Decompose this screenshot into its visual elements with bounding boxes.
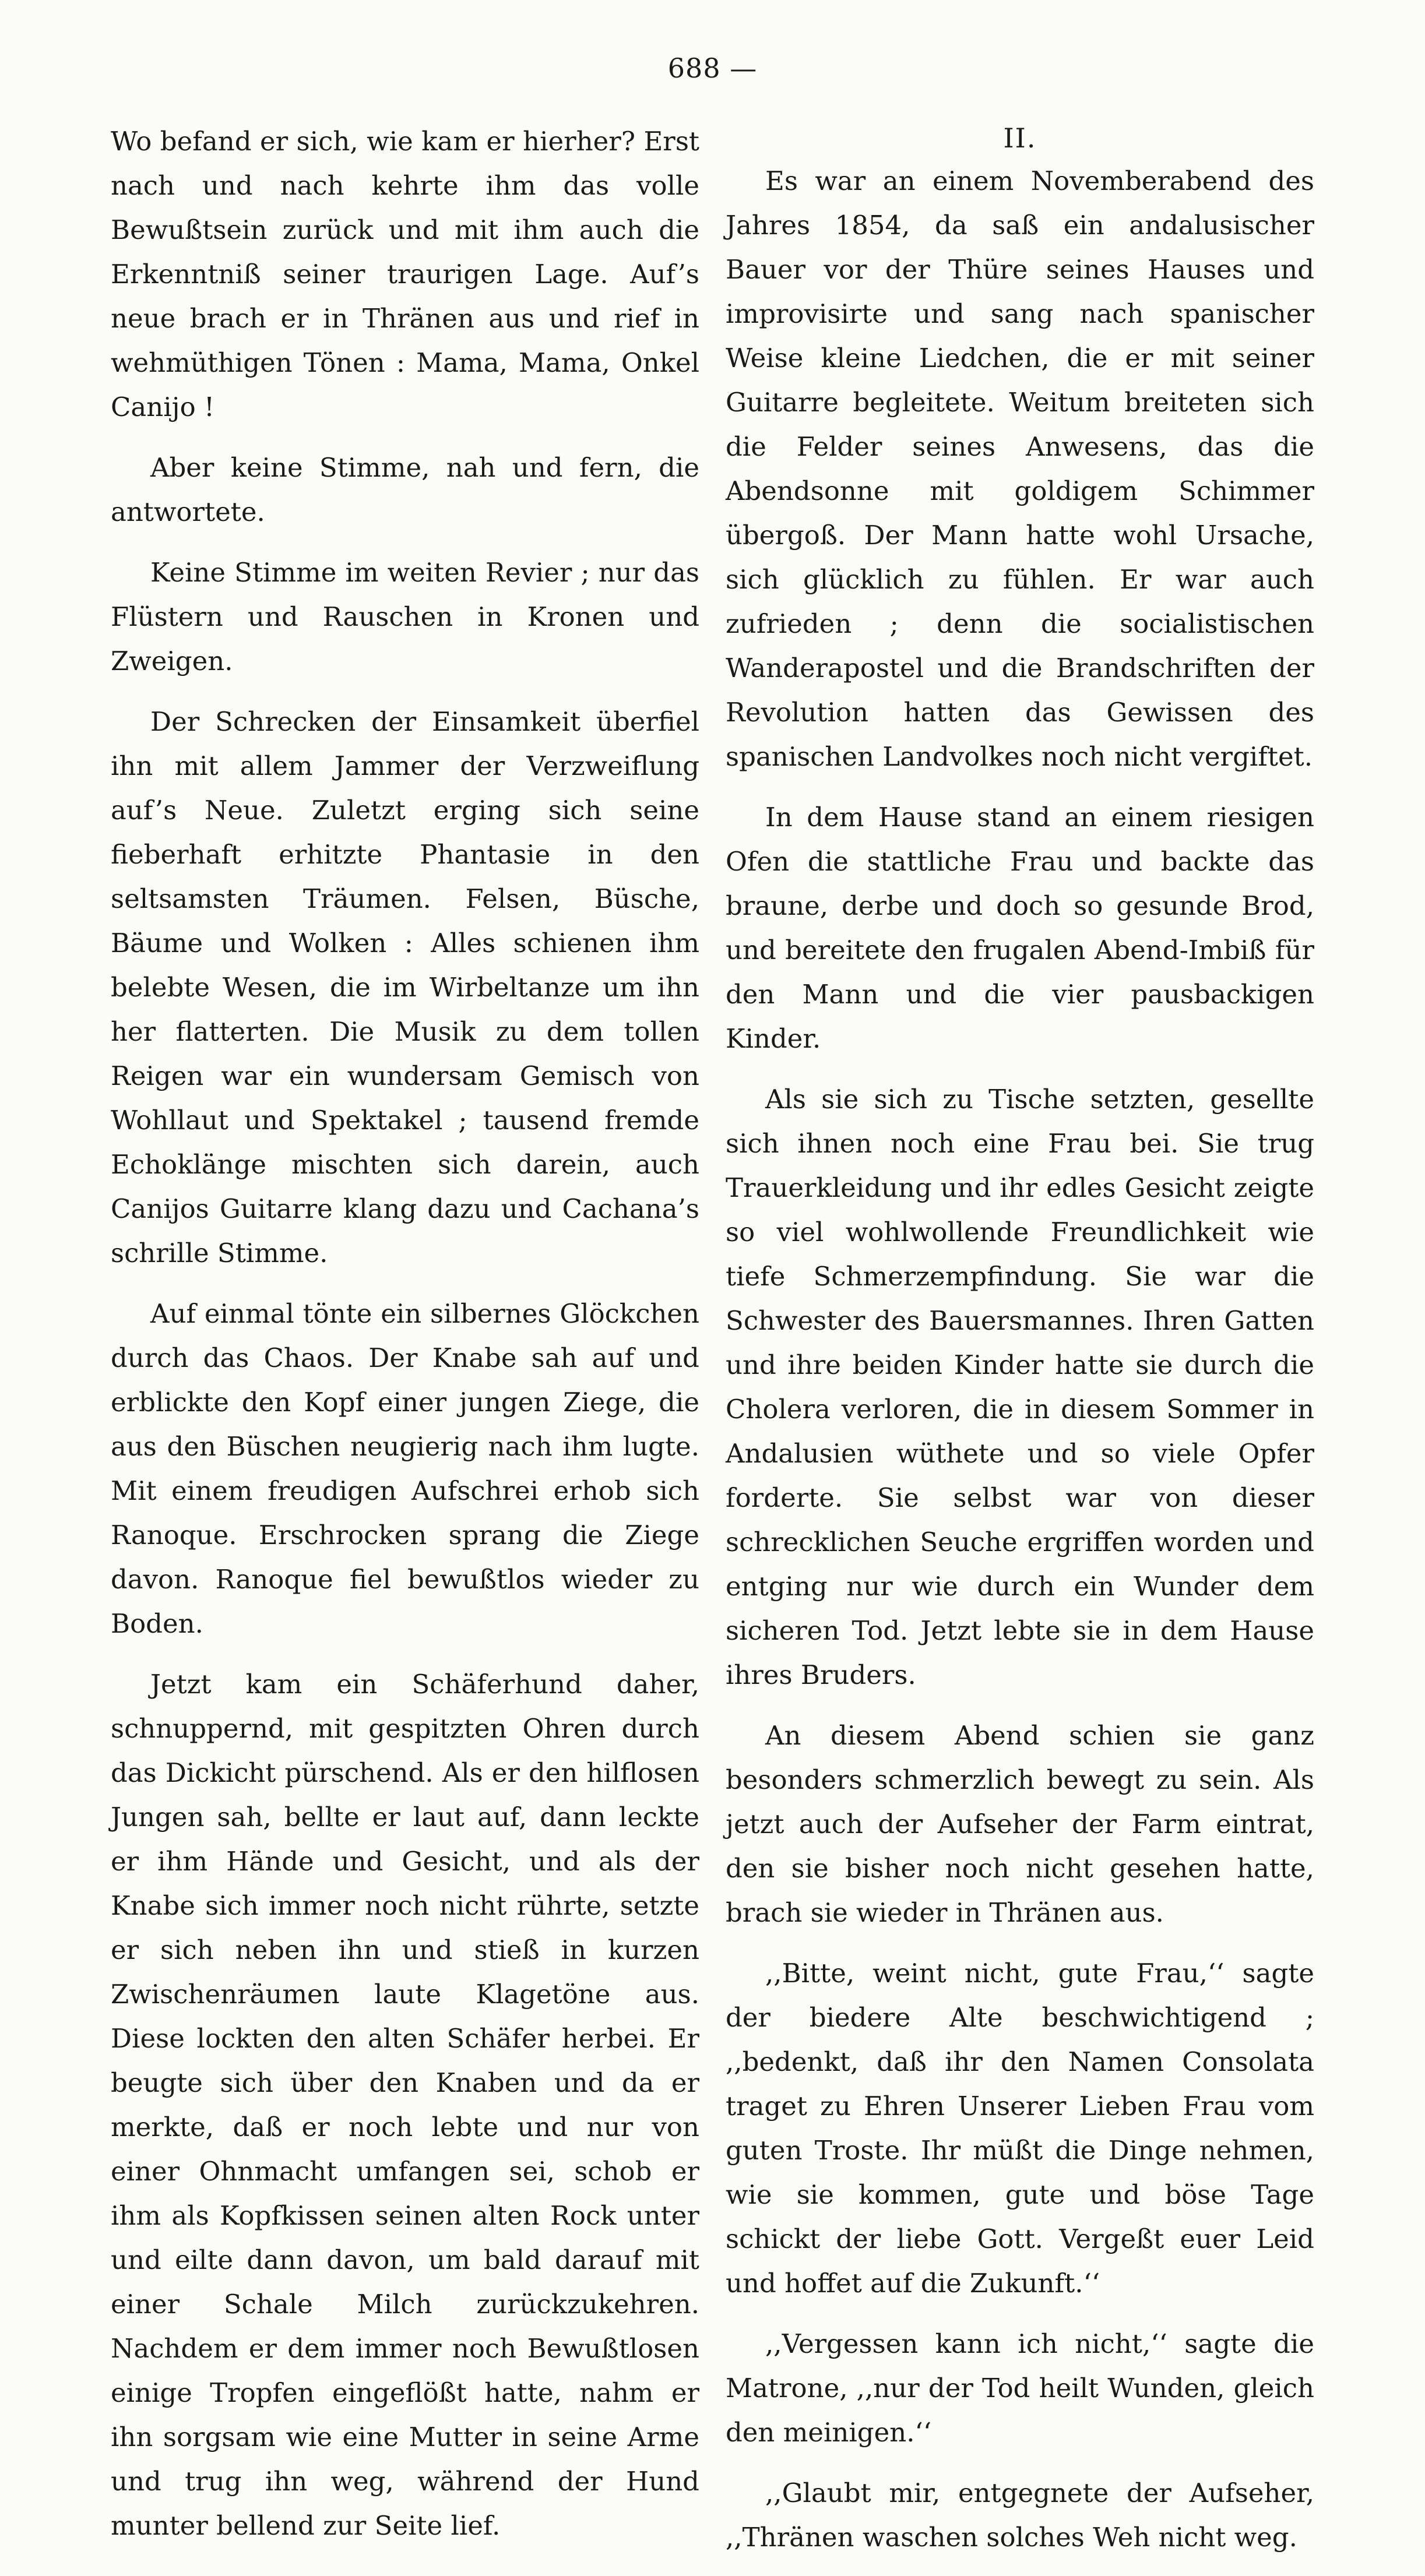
paragraph: Als sie sich zu Tische setzten, gesellte sich ihnen noch eine Frau bei. Sie trug Trauerkleidung und ihr edles Gesicht zeigte so viel wohlwollende Freundlichkeit wie tiefe Schmerzempfindung. Sie war die Schwester des Bauersmannes. Ihren Gatten und ihre beiden Kinder hatte sie durch die Cholera verloren, die in diesem Sommer in Andalusien wüthete und so viele Opfer forderte. Sie selbst war von dieser schrecklichen Seuche ergriffen worden und entging nur wie durch ein Wunder dem sicheren Tod. Jetzt lebte sie in dem Hause ihres Bruders. <box>726 1084 1314 1690</box>
paragraph: An diesem Abend schien sie ganz besonders schmerzlich bewegt zu sein. Als jetzt auch der Aufseher der Farm eintrat, den sie bisher noch nicht gesehen hatte, brach sie wieder in Thränen aus. <box>726 1720 1314 1928</box>
paragraph: Jetzt kam ein Schäferhund daher, schnuppernd, mit gespitzten Ohren durch das Dickicht pürschend. Als er den hilflosen Jungen sah, bellte er laut auf, dann leckte er ihm Hände und Gesicht, und als der Knabe sich immer noch nicht rührte, setzte er sich neben ihn und stieß in kurzen Zwischenräumen laute Klagetöne aus. Diese lockten den alten Schäfer herbei. Er beugte sich über den Knaben und da er merkte, daß er noch lebte und nur von einer Ohnmacht umfangen sei, schob er ihm als Kopfkissen seinen alten Rock unter und eilte dann davon, um bald darauf mit einer Schale Milch zurückzukehren. Nachdem er dem immer noch Bewußtlosen einige Tropfen eingeflößt hatte, nahm er ihn sorgsam wie eine Mutter in seine Arme und trug ihn weg, während der Hund munter bellend zur Seite lief. <box>111 1669 699 2541</box>
section-heading: II. <box>1003 122 1037 154</box>
paragraph: Keine Stimme im weiten Revier ; nur das Flüstern und Rauschen in Kronen und Zweigen. <box>111 557 699 676</box>
paragraph: ,,Bitte, weint nicht, gute Frau,‘‘ sagte der biedere Alte beschwichtigend ; ,,bedenkt, daß ihr den Namen Consolata traget zu Ehren Unserer Lieben Frau vom guten Troste. Ihr müßt die Dinge nehmen, wie sie kommen, gute und böse Tage schickt der liebe Gott. Vergeßt euer Leid und hoffet auf die Zukunft.‘‘ <box>726 1958 1314 2299</box>
right-column <box>726 119 1314 2576</box>
paragraph: ,,Vergessen kann ich nicht,‘‘ sagte die Matrone, ,,nur der Tod heilt Wunden, gleich den meinigen.‘‘ <box>726 2328 1314 2448</box>
paragraph: Es war an einem Novemberabend des Jahres 1854, da saß ein andalusischer Bauer vor der Thüre seines Hauses und improvisirte und sang nach spanischer Weise kleine Liedchen, die er mit seiner Guitarre begleitete. Weitum breiteten sich die Felder seines Anwesens, das die Abendsonne mit goldigem Schimmer übergoß. Der Mann hatte wohl Ursache, sich glücklich zu fühlen. Er war auch zufrieden ; denn die socialistischen Wanderapostel und die Brandschriften der Revolution hatten das Gewissen des spanischen Landvolkes noch nicht vergiftet. <box>726 165 1314 772</box>
paragraph: Wo befand er sich, wie kam er hierher? Erst nach und nach kehrte ihm das volle Bewußtsein zurück und mit ihm auch die Erkenntniß seiner traurigen Lage. Auf’s neue brach er in Thränen aus und rief in wehmüthigen Tönen : Mama, Mama, Onkel Canijo ! <box>111 126 699 422</box>
paragraph: In dem Hause stand an einem riesigen Ofen die stattliche Frau und backte das braune, derbe und doch so gesunde Brod, und bereitete den frugalen Abend-Imbiß für den Mann und die vier pausbackigen Kinder. <box>726 802 1314 1054</box>
paragraph: ,,Glaubt mir, entgegnete der Aufseher, ,,Thränen waschen solches Weh nicht weg. <box>726 2478 1314 2553</box>
paragraph: Aber keine Stimme, nah und fern, die antwortete. <box>111 452 699 527</box>
paragraph: Der Schrecken der Einsamkeit überfiel ihn mit allem Jammer der Verzweiflung auf’s Neue. Zuletzt erging sich seine fieberhaft erhitzte Phantasie in den seltsamsten Träumen. Felsen, Büsche, Bäume und Wolken : Alles schienen ihm belebte Wesen, die im Wirbeltanze um ihn her flatterten. Die Musik zu dem tollen Reigen war ein wundersam Gemisch von Wohllaut und Spektakel ; tausend fremde Echoklänge mischten sich darein, auch Canijos Guitarre klang dazu und Cachana’s schrille Stimme. <box>111 706 699 1268</box>
left-column <box>111 119 699 2564</box>
page-number: 688 — <box>667 52 758 84</box>
paragraph: Auf einmal tönte ein silbernes Glöckchen durch das Chaos. Der Knabe sah auf und erblickte den Kopf einer jungen Ziege, die aus den Büschen neugierig nach ihm lugte. Mit einem freudigen Aufschrei erhob sich Ranoque. Erschrocken sprang die Ziege davon. Ranoque fiel bewußtlos wieder zu Boden. <box>111 1298 699 1639</box>
